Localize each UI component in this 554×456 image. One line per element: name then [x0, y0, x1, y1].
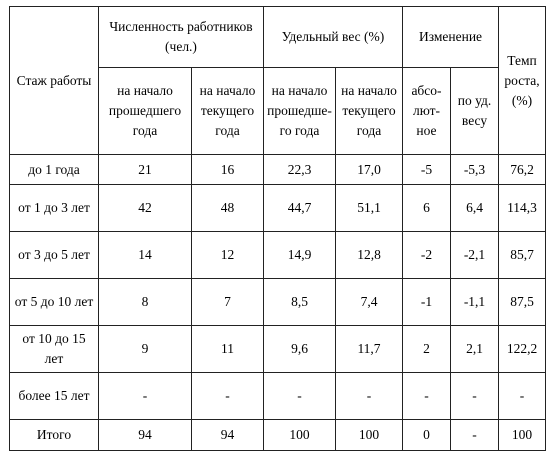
- cell-izm-abs: 6: [403, 185, 451, 232]
- header-row-1: [10, 7, 546, 68]
- header-chislennost: Численность работников (чел.): [99, 7, 264, 68]
- table-row: [10, 373, 546, 420]
- table-wrapper: [9, 6, 546, 451]
- row-label: от 10 до 15 лет: [10, 326, 99, 373]
- cell-izm-ud: -: [451, 373, 499, 420]
- cell-temp: 122,2: [499, 326, 546, 373]
- header-izm-ud: по уд. весу: [451, 68, 499, 155]
- cell-ud-cur: 100: [336, 420, 403, 451]
- header-temp-rosta: Темп роста, (%): [499, 7, 546, 155]
- cell-ud-cur: -: [336, 373, 403, 420]
- row-label: более 15 лет: [10, 373, 99, 420]
- cell-ud-prev: 8,5: [264, 279, 336, 326]
- row-label: от 1 до 3 лет: [10, 185, 99, 232]
- cell-ud-cur: 17,0: [336, 155, 403, 185]
- cell-izm-ud: -2,1: [451, 232, 499, 279]
- cell-temp: 85,7: [499, 232, 546, 279]
- cell-chisl-cur: 11: [192, 326, 264, 373]
- cell-temp: 114,3: [499, 185, 546, 232]
- cell-izm-ud: -5,3: [451, 155, 499, 185]
- cell-izm-abs: -5: [403, 155, 451, 185]
- cell-izm-abs: -2: [403, 232, 451, 279]
- cell-chisl-prev: 14: [99, 232, 192, 279]
- header-ud-prev: на начало прошедше- го года: [264, 68, 336, 155]
- cell-chisl-cur: 48: [192, 185, 264, 232]
- header-izmenenie: Изменение: [403, 7, 499, 68]
- cell-chisl-prev: 9: [99, 326, 192, 373]
- cell-chisl-cur: 7: [192, 279, 264, 326]
- cell-ud-cur: 11,7: [336, 326, 403, 373]
- staff-tenure-table: [9, 6, 546, 451]
- cell-temp: 76,2: [499, 155, 546, 185]
- header-chisl-prev: на начало прошедшего года: [99, 68, 192, 155]
- cell-chisl-prev: 94: [99, 420, 192, 451]
- cell-ud-prev: -: [264, 373, 336, 420]
- table-row: [10, 155, 546, 185]
- cell-izm-abs: 0: [403, 420, 451, 451]
- cell-izm-ud: -: [451, 420, 499, 451]
- cell-ud-prev: 22,3: [264, 155, 336, 185]
- header-izm-abs: абсо- лют- ное: [403, 68, 451, 155]
- cell-chisl-prev: 42: [99, 185, 192, 232]
- cell-izm-ud: 6,4: [451, 185, 499, 232]
- table-row: [10, 185, 546, 232]
- cell-ud-prev: 44,7: [264, 185, 336, 232]
- cell-chisl-cur: -: [192, 373, 264, 420]
- row-label: от 5 до 10 лет: [10, 279, 99, 326]
- row-label: Итого: [10, 420, 99, 451]
- table-row-total: [10, 420, 546, 451]
- cell-temp: 87,5: [499, 279, 546, 326]
- table-row: [10, 279, 546, 326]
- header-ud-cur: на начало текущего года: [336, 68, 403, 155]
- cell-ud-prev: 100: [264, 420, 336, 451]
- cell-ud-prev: 14,9: [264, 232, 336, 279]
- cell-ud-cur: 7,4: [336, 279, 403, 326]
- row-label: от 3 до 5 лет: [10, 232, 99, 279]
- cell-temp: 100: [499, 420, 546, 451]
- header-staj: Стаж работы: [10, 7, 99, 155]
- cell-izm-abs: -1: [403, 279, 451, 326]
- cell-chisl-cur: 94: [192, 420, 264, 451]
- header-chisl-cur: на начало текущего года: [192, 68, 264, 155]
- table-row: [10, 326, 546, 373]
- cell-izm-abs: 2: [403, 326, 451, 373]
- cell-chisl-prev: 8: [99, 279, 192, 326]
- row-label: до 1 года: [10, 155, 99, 185]
- cell-ud-prev: 9,6: [264, 326, 336, 373]
- cell-chisl-cur: 16: [192, 155, 264, 185]
- cell-izm-ud: -1,1: [451, 279, 499, 326]
- cell-izm-ud: 2,1: [451, 326, 499, 373]
- cell-ud-cur: 12,8: [336, 232, 403, 279]
- cell-izm-abs: -: [403, 373, 451, 420]
- cell-chisl-prev: 21: [99, 155, 192, 185]
- cell-ud-cur: 51,1: [336, 185, 403, 232]
- table-row: [10, 232, 546, 279]
- header-udelny-ves: Удельный вес (%): [264, 7, 403, 68]
- cell-chisl-prev: -: [99, 373, 192, 420]
- cell-chisl-cur: 12: [192, 232, 264, 279]
- cell-temp: -: [499, 373, 546, 420]
